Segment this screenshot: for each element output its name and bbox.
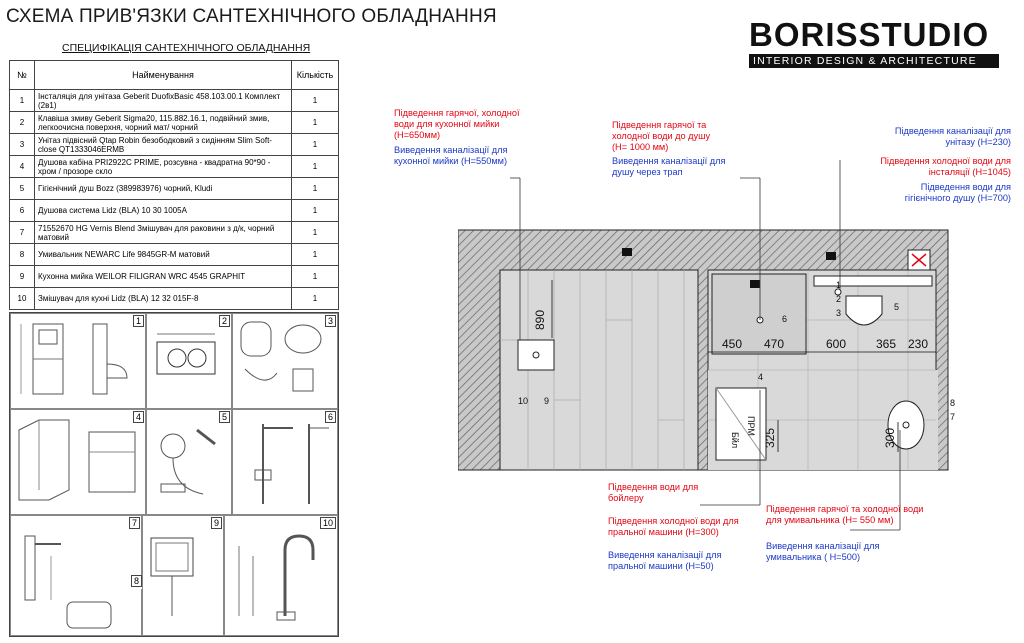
thumb-number: 2: [219, 315, 230, 327]
spec-row-number: 8: [10, 244, 35, 266]
spec-row-number: 10: [10, 288, 35, 310]
dim-230: 230: [908, 337, 929, 351]
boiler-label: Бйл: [730, 432, 740, 449]
spec-row-qty: 1: [292, 156, 339, 178]
spec-row-number: 7: [10, 222, 35, 244]
note-wc-drain: Підведення каналізації для унітазу (Н=230): [894, 126, 1011, 147]
spec-row-name: Умивальник NEWARC Life 9845GR-M матовий: [35, 244, 292, 266]
note-hygienic-shower: Підведення води для гігієнічного душу (Н=700): [904, 182, 1011, 203]
spec-row-qty: 1: [292, 266, 339, 288]
tag-9: 9: [544, 396, 550, 406]
spec-row-name: Унітаз підвісний Qtap Robin безободковий з сидінням Slim Soft-close QT1333046ERMB: [35, 134, 292, 156]
tag-7: 7: [950, 412, 956, 422]
header-name: Найменування: [35, 61, 292, 90]
header-number: №: [10, 61, 35, 90]
washer-label: ПРМ: [746, 416, 756, 436]
spec-row-qty: 1: [292, 112, 339, 134]
note-wc-water: Підведення холодної води для інсталяції (Н=1045): [880, 156, 1011, 177]
spec-row-number: 1: [10, 90, 35, 112]
note-shower-drain: Виведення каналізації для душу через трап: [612, 156, 726, 177]
spec-row-number: 2: [10, 112, 35, 134]
dim-450: 450: [722, 337, 743, 351]
tag-2: 2: [836, 294, 842, 304]
note-sink-drain: Виведення каналізації для умивальника ( Н=500): [766, 541, 880, 562]
spec-row-number: 3: [10, 134, 35, 156]
dim-325: 325: [763, 427, 777, 448]
note-sink-water: Підведення гарячої та холодної води для умивальника (Н= 550 мм): [766, 504, 924, 525]
note-washer-drain: Виведення каналізації для пральної машини (Н=50): [608, 550, 722, 571]
dim-600: 600: [826, 337, 847, 351]
spec-row-qty: 1: [292, 222, 339, 244]
tag-8: 8: [950, 398, 956, 408]
tag-4: 4: [758, 372, 764, 382]
dim-365: 365: [876, 337, 897, 351]
tag-6: 6: [782, 314, 788, 324]
spec-row-name: Душова кабіна PRI2922C PRIME, розсувна - квадратна 90*90 - хром / прозоре скло: [35, 156, 292, 178]
tag-1: 1: [836, 280, 842, 290]
logo-main-text: BORISSTUDIO: [749, 16, 990, 53]
thumb-number: 4: [133, 411, 144, 423]
tag-3: 3: [836, 308, 842, 318]
thumb-number: 9: [211, 517, 222, 529]
logo-sub-text: INTERIOR DESIGN & ARCHITECTURE: [749, 54, 999, 68]
thumb-number: 6: [325, 411, 336, 423]
thumb-number: 7: [129, 517, 140, 529]
spec-row-name: Клавіша змиву Geberit Sigma20, 115.882.16.1, подвійний змив, легкоочисна поверхня, чорний мат/ чорний: [35, 112, 292, 134]
thumb-number: 3: [325, 315, 336, 327]
spec-row-number: 5: [10, 178, 35, 200]
header-qty: Кількість: [292, 61, 339, 90]
spec-row-name: Інсталяція для унітаза Geberit DuofixBasic 458.103.00.1 Комплект (2в1): [35, 90, 292, 112]
thumb-number: 1: [133, 315, 144, 327]
spec-row-qty: 1: [292, 244, 339, 266]
thumb-number: 10: [320, 517, 336, 529]
spec-row-name: Душова система Lidz (BLA) 10 30 1005A: [35, 200, 292, 222]
spec-row-qty: 1: [292, 134, 339, 156]
spec-row-number: 4: [10, 156, 35, 178]
spec-row-name: Гігієнічний душ Bozz (389983976) чорний, Kludi: [35, 178, 292, 200]
spec-row-qty: 1: [292, 178, 339, 200]
spec-title: СПЕЦИФІКАЦІЯ САНТЕХНІЧНОГО ОБЛАДНАННЯ: [62, 42, 311, 54]
spec-row-qty: 1: [292, 200, 339, 222]
thumb-number: 5: [219, 411, 230, 423]
dim-890: 890: [533, 309, 547, 330]
note-boiler: Підведення води для бойлеру: [608, 482, 699, 503]
spec-row-name: Змішувач для кухні Lidz (BLA) 12 32 015F-8: [35, 288, 292, 310]
spec-row-qty: 1: [292, 90, 339, 112]
spec-row-name: 71552670 HG Vernis Blend Змішувач для раковини з д/к, чорний матовий: [35, 222, 292, 244]
note-kitchen-drain: Виведення каналізації для кухонної мийки (Н=550мм): [394, 145, 508, 166]
note-kitchen-water: Підведення гарячої, холодної води для кухонної мийки (Н=650мм): [394, 108, 520, 140]
spec-row-number: 6: [10, 200, 35, 222]
tag-10: 10: [518, 396, 529, 406]
page-title: СХЕМА ПРИВ'ЯЗКИ САНТЕХНІЧНОГО ОБЛАДНАННЯ: [6, 6, 497, 27]
note-washer-water: Підведення холодної води для пральної машини (Н=300): [608, 516, 739, 537]
tag-5: 5: [894, 302, 900, 312]
dim-300: 300: [883, 427, 897, 448]
note-shower-water: Підведення гарячої та холодної води до душу (Н= 1000 мм): [612, 120, 711, 152]
spec-row-name: Кухонна мийка WEILOR FILIGRAN WRC 4545 GRAPHIT: [35, 266, 292, 288]
dim-470: 470: [764, 337, 785, 351]
spec-row-qty: 1: [292, 288, 339, 310]
thumb-number: 8: [131, 575, 142, 587]
spec-row-number: 9: [10, 266, 35, 288]
